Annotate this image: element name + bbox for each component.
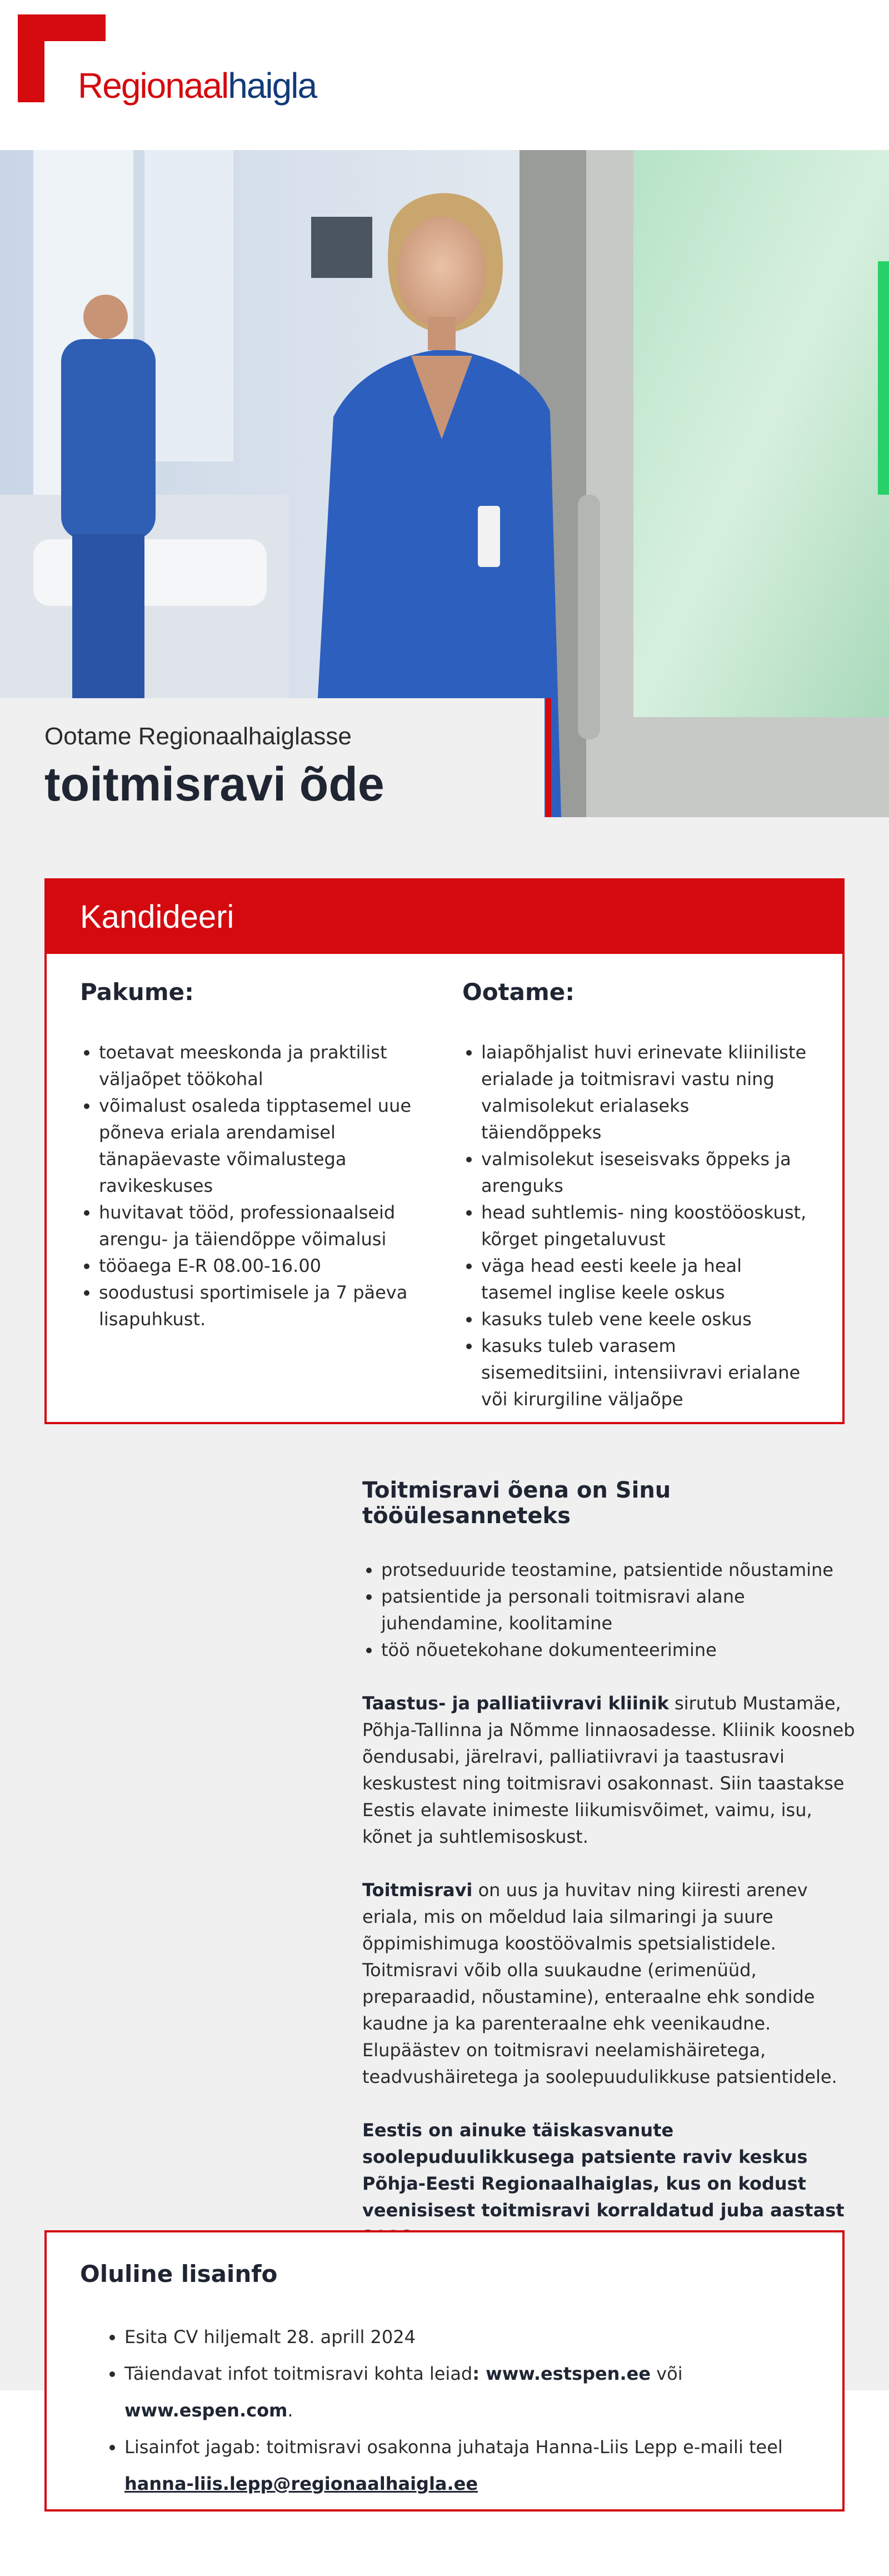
nutrition-text: on uus ja huvitav ning kiiresti arenev eriala, mis on mõeldud laia silmaringi ja suure õppimishimuga koostöövalmis spetsialistidele. Toitmisravi võib olla suukaudne (erimenüüd, preparaadid, nõustamine), enteraalne ehk sondide kaudne ja ka parenteraalne ehk veenikaudne. Elupäästev on toitmisravi neelamishäiretega, teadvushäiretega ja soolepuudulikkuse patsientidele.	[362, 1879, 837, 2087]
tasks-heading: Toitmisravi õena on Sinu tööülesanneteks	[362, 1478, 671, 1529]
list-item: • head suhtlemis- ning koostööoskust, kõrget pingetaluvust	[481, 1199, 807, 1252]
espen-link[interactable]: www.espen.com	[124, 2400, 288, 2421]
list-item: • protseduuride teostamine, patsientide nõustamine	[381, 1556, 857, 1583]
offer-heading: Pakume:	[80, 978, 194, 1006]
additional-info-box	[44, 2230, 845, 2512]
estspen-link[interactable]: www.estspen.ee	[486, 2363, 651, 2384]
offer-column	[80, 978, 424, 1332]
offer-list	[80, 1039, 424, 1332]
list-item: • töö nõuetekohane dokumenteerimine	[381, 1637, 857, 1663]
logo-text	[78, 66, 317, 106]
info-colon: :	[472, 2363, 486, 2384]
info-text: Lisainfot jagab: toitmisravi osakonna juhataja Hanna-Liis Lepp e-maili teel	[124, 2436, 783, 2458]
list-item: • toetavat meeskonda ja praktilist väljaõpet töökohal	[99, 1039, 424, 1092]
info-list	[80, 2319, 809, 2502]
clinic-text: sirutub Mustamäe, Põhja-Tallinna ja Nõmme linnaosadesse. Kliinik koosneb õendusabi, järelravi, palliatiivravi ja taastusravi keskustest ning toitmisravi osakonnast. Siin taastakse Eestis elavate inimeste liikumisvõimet, vaimu, isu, kõnet ja suhtlemisoskust.	[362, 1693, 855, 1847]
list-item: • valmisolekut iseseisvaks õppeks ja arenguks	[481, 1146, 807, 1199]
nutrition-term: Toitmisravi	[362, 1879, 473, 1901]
info-text: .	[287, 2400, 293, 2421]
expect-list	[462, 1039, 807, 1413]
list-item: • väga head eesti keele ja heal tasemel inglise keele oskus	[481, 1252, 807, 1306]
logo-text-red: Regionaal	[78, 66, 228, 106]
regionaalhaigla-logo[interactable]	[18, 14, 317, 109]
tasks-list	[362, 1556, 857, 1663]
list-item	[124, 2429, 809, 2502]
clinic-paragraph	[362, 1690, 857, 1850]
list-item: • Esita CV hiljemalt 28. aprill 2024	[124, 2319, 809, 2355]
list-item: • võimalust osaleda tipptasemel uue põneva eriala arendamisel tänapäevaste võimalustega ravikeskuses	[99, 1092, 424, 1199]
list-item: • kasuks tuleb varasem sisemeditsiini, intensiivravi erialane või kirurgiline väljaõpe	[481, 1332, 807, 1413]
hero-red-accent	[546, 698, 551, 817]
list-item: • soodustusi sportimisele ja 7 päeva lisapuhkust.	[99, 1279, 424, 1332]
apply-button[interactable]: Kandideeri	[47, 881, 842, 954]
page-title: toitmisravi õde	[44, 758, 384, 811]
job-description	[362, 1478, 857, 2277]
list-item: • huvitavat tööd, professionaalseid arengu- ja täiendõppe võimalusi	[99, 1199, 424, 1252]
list-item: • kasuks tuleb vene keele oskus	[481, 1306, 807, 1332]
info-text: või	[651, 2363, 683, 2384]
list-item	[124, 2355, 809, 2429]
info-text: Täiendavat infot toitmisravi kohta leiad	[124, 2363, 473, 2384]
list-item: • patsientide ja personali toitmisravi alane juhendamine, koolitamine	[381, 1583, 857, 1637]
center-text: Eestis on ainuke täiskasvanute soolepuduulikkusega patsiente raviv keskus Põhja-Eesti Regionaalhaiglas, kus on kodust veenisisest toitmisravi korraldatud juba aastast	[362, 2120, 845, 2221]
list-item: • tööaega E-R 08.00-16.00	[99, 1252, 424, 1279]
email-link[interactable]: hanna-liis.lepp@regionaalhaigla.ee	[124, 2473, 478, 2494]
expect-column	[462, 978, 807, 1413]
apply-box	[44, 878, 845, 1424]
info-heading: Oluline lisainfo	[80, 2260, 278, 2287]
list-item: • laiapõhjalist huvi erinevate kliiniliste erialade ja toitmisravi vastu ning valmisolekut erialaseks täiendõppeks	[481, 1039, 807, 1146]
hero-subtitle: Ootame Regionaalhaiglasse	[44, 723, 352, 750]
logo-text-blue: haigla	[228, 66, 317, 106]
expect-heading: Ootame:	[462, 978, 575, 1006]
clinic-name: Taastus- ja palliatiivravi kliinik	[362, 1693, 669, 1714]
nutrition-paragraph	[362, 1877, 857, 2090]
